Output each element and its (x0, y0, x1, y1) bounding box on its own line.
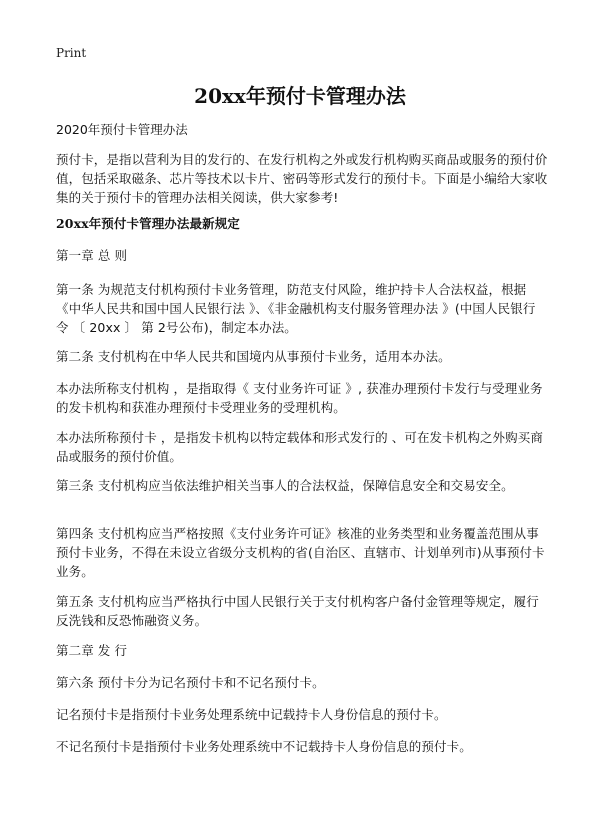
chapter-heading: 第一章 总 则 (56, 248, 128, 263)
section-heading: 20xx年预付卡管理办法最新规定 (56, 216, 240, 231)
chapter-heading: 第二章 发 行 (56, 643, 128, 658)
definition-paragraph: 本办法所称支付机构 ，是指取得《 支付业务许可证 》, 获准办理预付卡发行与受理业务的发卡机构和获准办理预付卡受理业务的受理机构。 (56, 381, 543, 415)
article-paragraph: 第四条 支付机构应当严格按照《支付业务许可证》核准的业务类型和业务覆盖范围从事预付卡业务，不得在未设立省级分支机构的省(自治区、直辖市、计划单列市)从事预付卡业务。 (56, 526, 545, 579)
document-subtitle: 2020年预付卡管理办法 (56, 122, 188, 137)
print-link[interactable]: Print (56, 46, 87, 60)
definition-paragraph: 不记名预付卡是指预付卡业务处理系统中不记载持卡人身份信息的预付卡。 (56, 739, 472, 754)
intro-paragraph: 预付卡，是指以营利为目的发行的、在发行机构之外或发行机构购买商品或服务的预付价值，包括采取磁条、芯片等技术以卡片、密码等形式发行的预付卡。下面是小编给大家收集的关于预付卡的管理办法相关阅读，供大家参考! (56, 152, 548, 205)
definition-paragraph: 记名预付卡是指预付卡业务处理系统中记载持卡人身份信息的预付卡。 (56, 707, 447, 722)
document-title: 20xx年预付卡管理办法 (194, 84, 406, 108)
definition-paragraph: 本办法所称预付卡 ，是指发卡机构以特定载体和形式发行的 、可在发卡机构之外购买商品或服务的预付价值。 (56, 430, 543, 464)
article-paragraph: 第五条 支付机构应当严格执行中国人民银行关于支付机构客户备付金管理等规定，履行反洗钱和反恐怖融资义务。 (56, 594, 539, 628)
article-paragraph: 第二条 支付机构在中华人民共和国境内从事预付卡业务，适用本办法。 (56, 349, 451, 364)
article-paragraph: 第六条 预付卡分为记名预付卡和不记名预付卡。 (56, 675, 325, 690)
article-paragraph: 第三条 支付机构应当依法维护相关当事人的合法权益，保障信息安全和交易安全。 (56, 478, 514, 493)
article-paragraph: 第一条 为规范支付机构预付卡业务管理，防范支付风险，维护持卡人合法权益，根据《中华人民共和国中国人民银行法 》、《非金融机构支付服务管理办法 》(中国人民银行令 〔 20xx 〕 第 2号公布)，制定本办法。 (56, 282, 536, 335)
